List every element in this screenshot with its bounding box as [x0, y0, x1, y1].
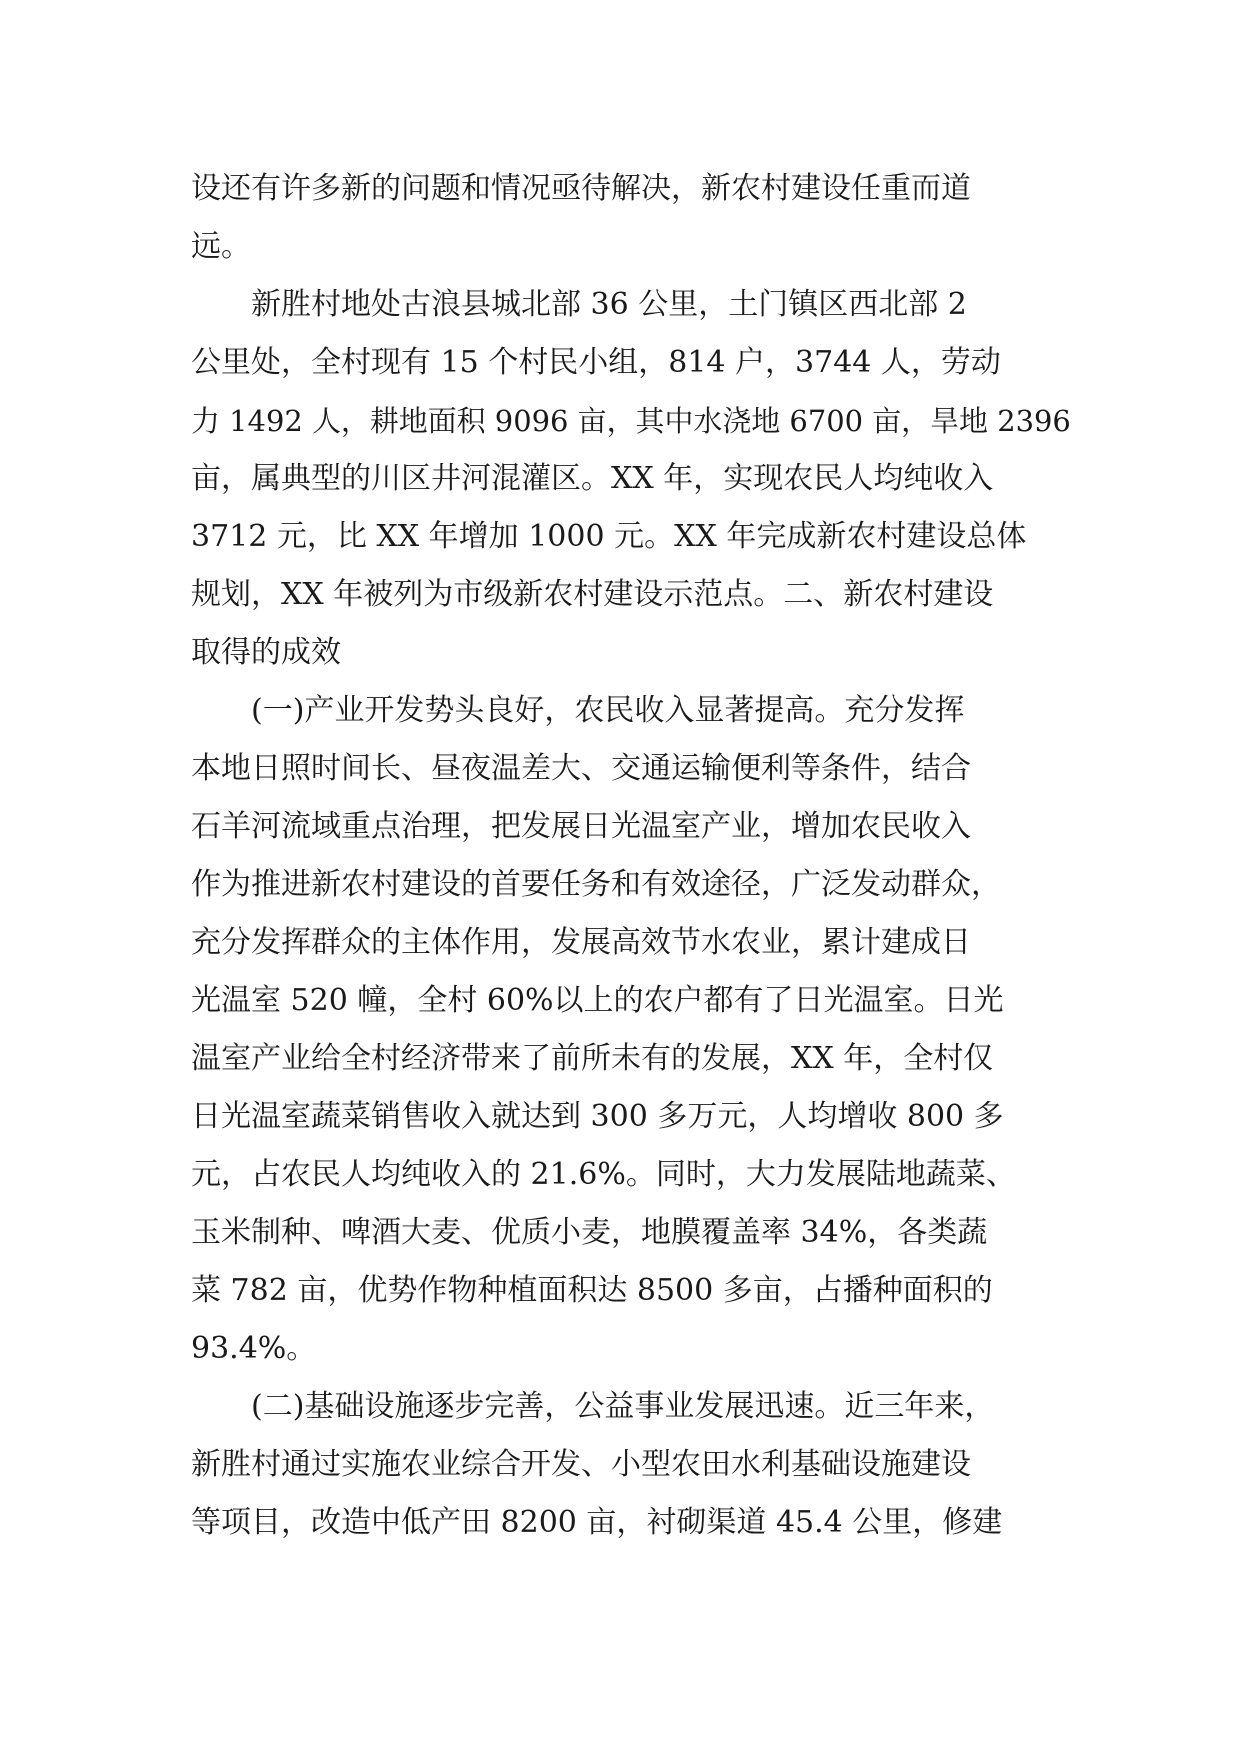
text-line: 亩，属典型的川区井河混灌区。XX 年，实现农民人均纯收入: [191, 461, 994, 496]
text-line: 力 1492 人，耕地面积 9096 亩，其中水浇地 6700 亩，旱地 2396: [191, 404, 1071, 438]
text-line: 设还有许多新的问题和情况亟待解决，新农村建设任重而道: [191, 171, 971, 206]
text-line: 3712 元，比 XX 年增加 1000 元。XX 年完成新农村建设总体: [191, 519, 1027, 554]
text-line: 菜 782 亩，优势作物种植面积达 8500 多亩，占播种面积的: [191, 1273, 993, 1308]
text-line: 作为推进新农村建设的首要任务和有效途径，广泛发动群众，: [191, 867, 1001, 902]
text-line: 日光温室蔬菜销售收入就达到 300 多万元，人均增收 800 多: [191, 1099, 1004, 1134]
paragraph-start-line: 新胜村地处古浪县城北部 36 公里，土门镇区西北部 2: [251, 287, 967, 322]
paragraph-start-line: (一)产业开发势头良好，农民收入显著提高。充分发挥: [251, 693, 965, 728]
body-text: [191, 160, 1071, 1552]
text-line: 石羊河流域重点治理，把发展日光温室产业，增加农民收入: [191, 809, 971, 844]
text-line: 本地日照时间长、昼夜温差大、交通运输便利等条件，结合: [191, 751, 971, 786]
text-line: 等项目，改造中低产田 8200 亩，衬砌渠道 45.4 公里，修建: [191, 1505, 1003, 1540]
text-line: 光温室 520 幢，全村 60%以上的农户都有了日光温室。日光: [191, 983, 1004, 1018]
text-line: 温室产业给全村经济带来了前所未有的发展，XX 年，全村仅: [191, 1041, 994, 1076]
text-line: 规划，XX 年被列为市级新农村建设示范点。二、新农村建设: [191, 577, 994, 612]
text-line: 公里处，全村现有 15 个村民小组，814 户，3744 人，劳动: [191, 345, 1001, 380]
text-line: 新胜村通过实施农业综合开发、小型农田水利基础设施建设: [191, 1447, 971, 1482]
text-line: 元，占农民人均纯收入的 21.6%。同时，大力发展陆地蔬菜、: [191, 1157, 1016, 1192]
text-line: 玉米制种、啤酒大麦、优质小麦，地膜覆盖率 34%，各类蔬: [191, 1215, 988, 1250]
text-line: 取得的成效: [191, 635, 341, 670]
text-line: 充分发挥群众的主体作用，发展高效节水农业，累计建成日: [191, 925, 971, 960]
text-line: 远。: [191, 229, 251, 264]
text-line: 93.4%。: [191, 1331, 317, 1366]
paragraph-start-line: (二)基础设施逐步完善，公益事业发展迅速。近三年来，: [251, 1389, 995, 1424]
